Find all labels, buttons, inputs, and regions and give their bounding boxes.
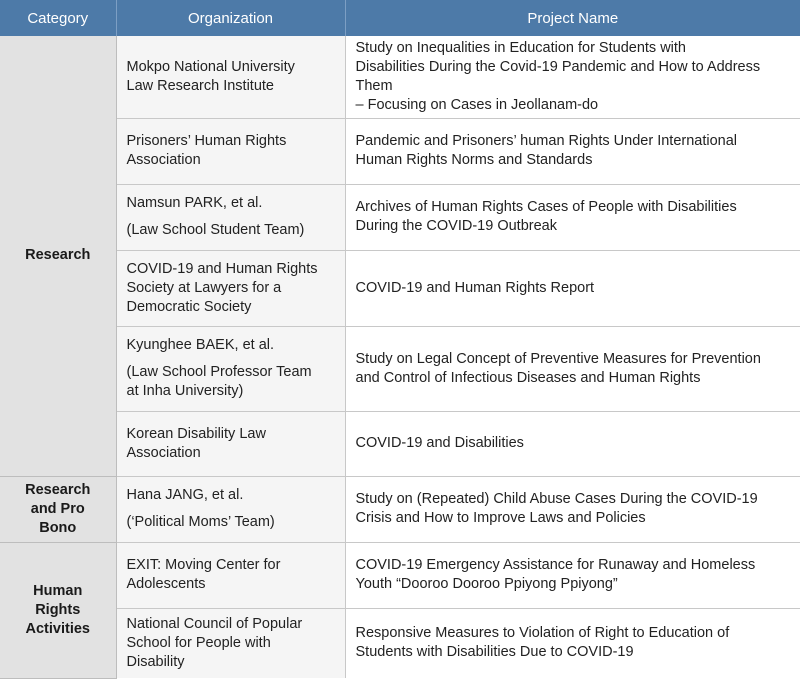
category-human-rights-activities: Human Rights Activities xyxy=(0,542,116,678)
project-cell: Study on Inequalities in Education for Students with Disabilities During the Covid-19 Pandemic and How to Address Them – Focusing on Cases in Jeollanam-do xyxy=(345,36,800,118)
organization-cell: COVID-19 and Human Rights Society at Lawyers for a Democratic Society xyxy=(116,250,345,326)
organization-cell: Prisoners’ Human Rights Association xyxy=(116,118,345,184)
project-cell: Pandemic and Prisoners’ human Rights Under International Human Rights Norms and Standards xyxy=(345,118,800,184)
header-row xyxy=(0,0,800,36)
header-organization: Organization xyxy=(116,0,345,36)
project-cell: Study on (Repeated) Child Abuse Cases During the COVID-19 Crisis and How to Improve Laws and Policies xyxy=(345,476,800,542)
table-row xyxy=(0,326,800,411)
organization-cell: Mokpo National University Law Research Institute xyxy=(116,36,345,118)
project-cell: Responsive Measures to Violation of Right to Education of Students with Disabilities Due to COVID-19 xyxy=(345,608,800,678)
organization-cell: National Council of Popular School for People with Disability xyxy=(116,608,345,678)
project-cell: Study on Legal Concept of Preventive Measures for Prevention and Control of Infectious Diseases and Human Rights xyxy=(345,326,800,411)
table-row xyxy=(0,476,800,542)
project-cell: Archives of Human Rights Cases of People with Disabilities During the COVID-19 Outbreak xyxy=(345,184,800,250)
project-cell: COVID-19 and Human Rights Report xyxy=(345,250,800,326)
table-row xyxy=(0,411,800,476)
project-cell: COVID-19 Emergency Assistance for Runaway and Homeless Youth “Dooroo Dooroo Ppiyong Ppiyong” xyxy=(345,542,800,608)
organization-cell: EXIT: Moving Center for Adolescents xyxy=(116,542,345,608)
table-row xyxy=(0,608,800,678)
project-cell: COVID-19 and Disabilities xyxy=(345,411,800,476)
table-row xyxy=(0,36,800,118)
table-row xyxy=(0,184,800,250)
table-row xyxy=(0,118,800,184)
organization-cell: Korean Disability Law Association xyxy=(116,411,345,476)
header-project: Project Name xyxy=(345,0,800,36)
table-row xyxy=(0,542,800,608)
header-category: Category xyxy=(0,0,116,36)
organization-cell: Hana JANG, et al. (‘Political Moms’ Team) xyxy=(116,476,345,542)
table-row xyxy=(0,250,800,326)
organization-cell: Kyunghee BAEK, et al. (Law School Professor Team at Inha University) xyxy=(116,326,345,411)
category-research-pro-bono: Research and Pro Bono xyxy=(0,476,116,542)
organization-cell: Namsun PARK, et al. (Law School Student Team) xyxy=(116,184,345,250)
category-research: Research xyxy=(0,36,116,476)
